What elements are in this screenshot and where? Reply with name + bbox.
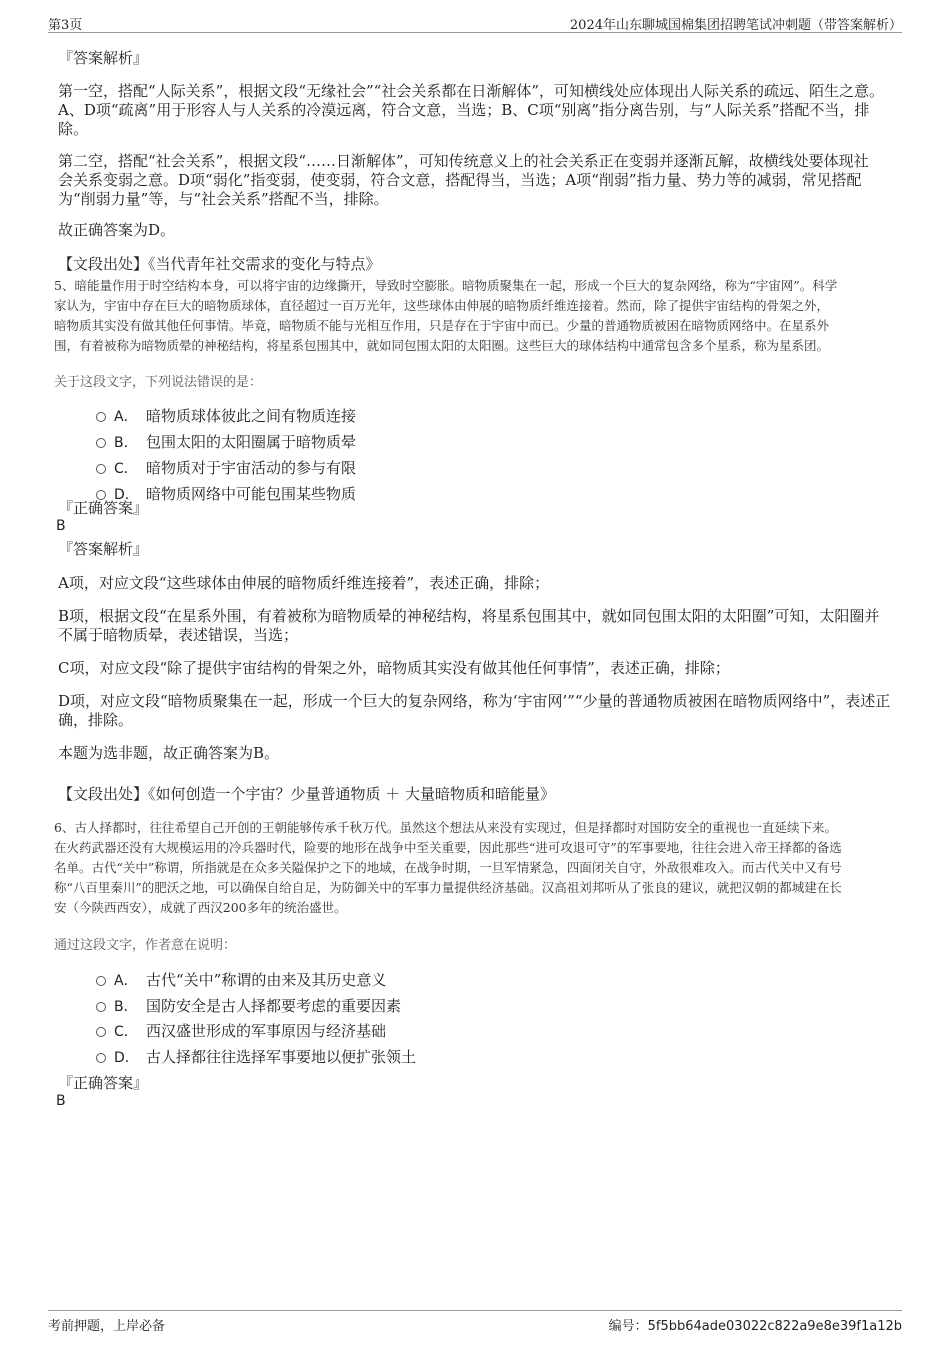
question-stem: 通过这段文字，作者意在说明： (54, 938, 237, 953)
radio-icon[interactable] (96, 412, 106, 422)
passage-line: 5、暗能量作用于时空结构本身，可以将宇宙的边缘撕开，导致时空膨胀。暗物质聚集在一起，形成一个巨大的复杂网络，称为“宇宙网”。科学 (54, 278, 838, 293)
passage-line: 家认为，宇宙中存在巨大的暗物质球体，直径超过一百万光年，这些球体由伸展的暗物质纤维连接着。然而，除了提供宇宙结构的骨架之外， (54, 298, 830, 313)
option-b[interactable]: B． 国防安全是古人择都要考虑的重要因素 (96, 995, 401, 1016)
page-number: 第3页 (48, 18, 83, 33)
document-title: 2024年山东聊城国棉集团招聘笔试冲刺题（带答案解析） (569, 18, 902, 33)
radio-icon[interactable] (96, 1027, 106, 1037)
analysis-line: 确，排除。 (58, 711, 134, 729)
analysis-line: 除。 (58, 120, 89, 138)
question-stem: 关于这段文字，下列说法错误的是： (54, 375, 263, 390)
analysis-line: 第二空，搭配“社会关系”，根据文段“……日渐解体”，可知传统意义上的社会关系正在变弱并逐渐瓦解，故横线处要体现社 (58, 152, 869, 170)
passage-line: 暗物质其实没有做其他任何事情。毕竟，暗物质不能与光相互作用，只是存在于宇宙中而已。少量的普通物质被困在暗物质网络中。在星系外 (54, 318, 830, 333)
correct-answer: B (56, 1093, 66, 1109)
analysis-conclusion: 故正确答案为D。 (58, 221, 176, 239)
footer-slogan: 考前押题，上岸必备 (48, 1319, 166, 1334)
passage-line: 在火药武器还没有大规模运用的冷兵器时代，险要的地形在战争中至关重要，因此那些“进可攻退可守”的军事要地，往往会进入帝王择都的备选 (54, 840, 842, 855)
option-d[interactable]: D． 暗物质网络中可能包围某些物质 (96, 483, 356, 504)
document-code: 编号：5f5bb64ade03022c822a9e8e39f1a12b (608, 1319, 902, 1334)
option-a[interactable]: A． 暗物质球体彼此之间有物质连接 (96, 405, 356, 426)
analysis-line: 不属于暗物质晕，表述错误，当选； (58, 626, 299, 644)
page-header (48, 12, 902, 33)
analysis-line: D项，对应文段“暗物质聚集在一起，形成一个巨大的复杂网络，称为‘宇宙网’”“少量的普通物质被困在暗物质网络中”，表述正 (58, 692, 891, 710)
radio-icon[interactable] (96, 438, 106, 448)
analysis-line: A项，对应文段“这些球体由伸展的暗物质纤维连接着”，表述正确，排除； (58, 574, 550, 592)
page-footer (48, 1310, 902, 1333)
option-b[interactable]: B． 包围太阳的太阳圈属于暗物质晕 (96, 431, 356, 452)
passage-line: 名单。古代“关中”称谓，所指就是在众多关隘保护之下的地域，在战争时期，一旦军情紧急，四面闭关自守，外敌很难攻入。而古代关中又有号 (54, 860, 842, 875)
passage-line: 称“八百里秦川”的肥沃之地，可以确保自给自足，为防御关中的军事力量提供经济基础。汉高祖刘邦听从了张良的建议，就把汉朝的都城建在长 (54, 880, 842, 895)
analysis-line: C项，对应文段“除了提供宇宙结构的骨架之外，暗物质其实没有做其他任何事情”，表述正确，排除； (58, 659, 730, 677)
source-citation: 【文段出处】《当代青年社交需求的变化与特点》 (58, 255, 381, 273)
radio-icon[interactable] (96, 976, 106, 986)
correct-answer: B (56, 518, 66, 534)
option-c[interactable]: C． 西汉盛世形成的军事原因与经济基础 (96, 1020, 386, 1041)
analysis-label: 『答案解析』 (58, 49, 149, 67)
analysis-conclusion: 本题为选非题，故正确答案为B。 (58, 744, 280, 762)
correct-answer-label: 『正确答案』 (58, 499, 149, 517)
analysis-line: B项，根据文段“在星系外围，有着被称为暗物质晕的神秘结构，将星系包围其中，就如同包围太阳的太阳圈”可知，太阳圈并 (58, 607, 880, 625)
option-c[interactable]: C． 暗物质对于宇宙活动的参与有限 (96, 457, 356, 478)
analysis-label: 『答案解析』 (58, 540, 149, 558)
radio-icon[interactable] (96, 464, 106, 474)
passage-line: 6、古人择都时，往往希望自己开创的王朝能够传承千秋万代。虽然这个想法从来没有实现过，但是择都时对国防安全的重视也一直延续下来。 (54, 820, 837, 835)
passage-line: 围，有着被称为暗物质晕的神秘结构，将星系包围其中，就如同包围太阳的太阳圈。这些巨大的球体结构中通常包含多个星系，称为星系团。 (54, 338, 830, 353)
analysis-line: 会关系变弱之意。D项“弱化”指变弱，使变弱，符合文意，搭配得当，当选；A项“削弱”指力量、势力等的减弱，常见搭配 (58, 171, 862, 189)
analysis-line: A、D项“疏离”用于形容人与人关系的冷漠远离，符合文意，当选；B、C项“别离”指分离告别，与“人际关系”搭配不当，排 (58, 101, 870, 119)
analysis-line: 第一空，搭配“人际关系”，根据文段“无缘社会”“社会关系都在日渐解体”，可知横线处应体现出人际关系的疏远、陌生之意。 (58, 82, 885, 100)
option-d[interactable]: D． 古人择都往往选择军事要地以便扩张领土 (96, 1046, 416, 1067)
option-a[interactable]: A． 古代“关中”称谓的由来及其历史意义 (96, 969, 386, 990)
correct-answer-label: 『正确答案』 (58, 1074, 149, 1092)
radio-icon[interactable] (96, 1053, 106, 1063)
passage-line: 安（今陕西西安），成就了西汉200多年的统治盛世。 (54, 900, 347, 915)
radio-icon[interactable] (96, 1002, 106, 1012)
source-citation: 【文段出处】《如何创造一个宇宙？少量普通物质 ＋ 大量暗物质和暗能量》 (58, 785, 556, 803)
analysis-line: 为“削弱力量”等，与“社会关系”搭配不当，排除。 (58, 190, 389, 208)
